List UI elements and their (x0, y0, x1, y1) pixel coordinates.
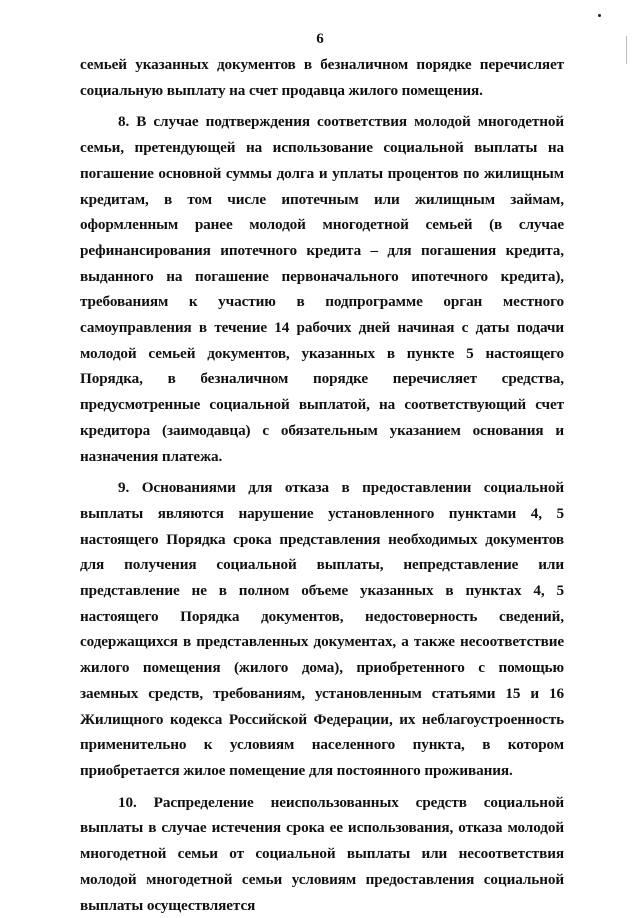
paragraph-10: 10. Распределение неиспользованных средств социальной выплаты в случае истечения срока ее использования, отказа молодой многодетной семьи от социальной выплаты или несоответствия молодой многодетной семьи условиям предоставления социальной выплаты осуществляется (80, 793, 564, 914)
paragraph-9: 9. Основаниями для отказа в предоставлении социальной выплаты являются нарушение установленного пунктами 4, 5 настоящего Порядка срока представления необходимых документов для получения социальной выплаты, непредставление или представление не в полном объеме указанных в пунктах 4, 5 настоящего Порядка документов, недостоверность сведений, содержащихся в представленных документах, а также несоответствие жилого помещения (жилого дома), приобретенного с помощью заемных средств, требованиям, установленным статьями 15 и 16 Жилищного кодекса Российской Федерации, их неблагоустроенность применительно к условиям населенного пункта, в котором приобретается жилое помещение для постоянного проживания. (80, 479, 564, 779)
paragraph-8: 8. В случае подтверждения соответствия молодой многодетной семьи, претендующей на использование социальной выплаты на погашение основной суммы долга и уплаты процентов по жилищным кредитам, в том числе ипотечным или жилищным займам, оформленным ранее молодой многодетной семьей (в случае рефинансирования ипотечного кредита – для погашения кредита, выданного на погашение первоначального ипотечного кредита), требованиям к участию в подпрограмме орган местного самоуправления в течение 14 рабочих дней начиная с даты подачи молодой семьей документов, указанных в пункте 5 настоящего Порядка, в безналичном порядке перечисляет средства, предусмотренные социальной выплатой, на соответствующий счет кредитора (заимодавца) с обязательным указанием основания и назначения платежа. (80, 113, 564, 465)
scan-speck (598, 14, 601, 17)
document-body (80, 52, 564, 918)
page-number: 6 (316, 31, 324, 47)
continuation-paragraph: семьей указанных документов в безналичном порядке перечисляет социальную выплату на счет продавца жилого помещения. (80, 56, 564, 99)
